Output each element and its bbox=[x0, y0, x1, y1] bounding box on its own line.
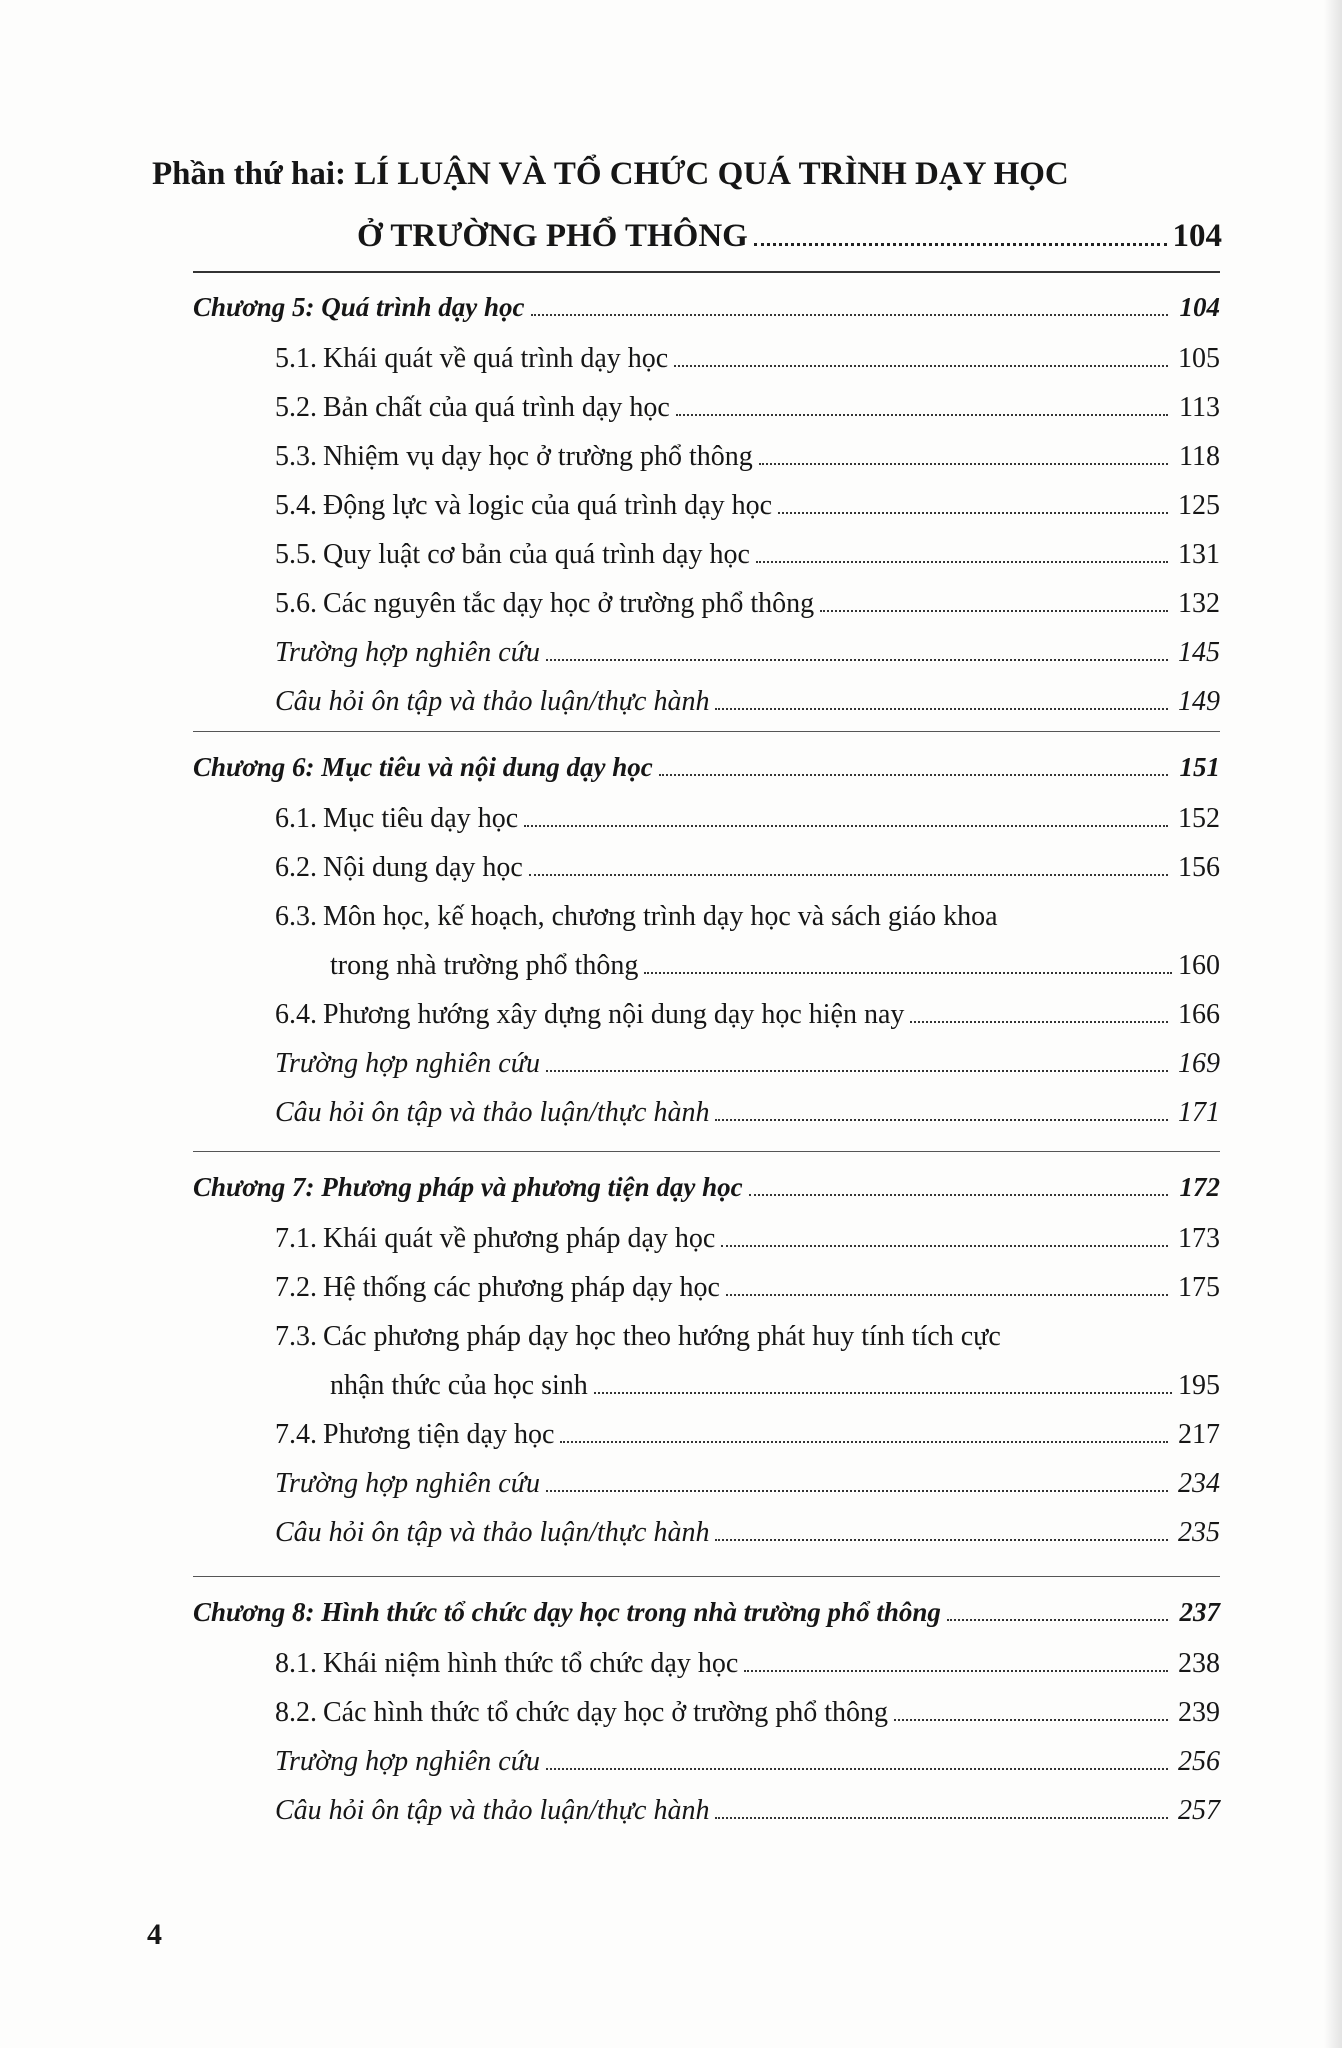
chapter-page-number: 237 bbox=[1179, 1597, 1220, 1627]
page-number: 4 bbox=[147, 1918, 162, 1951]
section-page-number: 171 bbox=[1178, 1097, 1220, 1128]
toc-chapter-entry[interactable] bbox=[193, 285, 1220, 329]
toc-chapter-entry[interactable] bbox=[193, 745, 1220, 789]
section-title: Các nguyên tắc dạy học ở trường phổ thông bbox=[323, 588, 815, 619]
section-title: Khái quát về phương pháp dạy học bbox=[323, 1223, 716, 1254]
dot-leader bbox=[546, 659, 1168, 661]
dot-leader bbox=[721, 1245, 1168, 1247]
toc-section-entry[interactable] bbox=[275, 1462, 1220, 1506]
part-title-line1: Phần thứ hai: LÍ LUẬN VÀ TỔ CHỨC QUÁ TRÌNH DẠY HỌC bbox=[152, 156, 1069, 192]
section-title: Câu hỏi ôn tập và thảo luận/thực hành bbox=[275, 686, 710, 717]
toc-section-entry[interactable] bbox=[275, 337, 1220, 381]
dot-leader bbox=[715, 1539, 1168, 1541]
section-title: Môn học, kế hoạch, chương trình dạy học và sách giáo khoa bbox=[323, 901, 998, 932]
chapter-title: Chương 7: Phương pháp và phương tiện dạy học bbox=[193, 1172, 743, 1202]
section-number: 6.4. bbox=[275, 999, 317, 1030]
part-heading bbox=[152, 150, 1222, 254]
section-page-number: 257 bbox=[1178, 1795, 1220, 1826]
section-title: Mục tiêu dạy học bbox=[323, 803, 519, 834]
toc-section-entry[interactable] bbox=[275, 1642, 1220, 1686]
part-page-number: 104 bbox=[1172, 218, 1222, 254]
section-title: Nhiệm vụ dạy học ở trường phổ thông bbox=[323, 441, 753, 472]
section-page-number: 175 bbox=[1178, 1272, 1220, 1303]
toc-section-entry-continuation[interactable] bbox=[330, 1364, 1220, 1408]
section-page-number: 152 bbox=[1178, 803, 1220, 834]
section-page-number: 195 bbox=[1178, 1370, 1220, 1401]
toc-section-entry[interactable] bbox=[275, 1266, 1220, 1310]
dot-leader bbox=[676, 414, 1168, 416]
section-title: Hệ thống các phương pháp dạy học bbox=[323, 1272, 720, 1303]
dot-leader bbox=[524, 825, 1168, 827]
toc-section-entry[interactable] bbox=[275, 895, 1220, 939]
section-number: 5.3. bbox=[275, 441, 317, 472]
section-title: Trường hợp nghiên cứu bbox=[275, 1746, 540, 1777]
toc-section-entry[interactable] bbox=[275, 582, 1220, 626]
section-page-number: 173 bbox=[1178, 1223, 1220, 1254]
section-number: 7.1. bbox=[275, 1223, 317, 1254]
part-title-line2: Ở TRƯỜNG PHỔ THÔNG bbox=[357, 218, 748, 254]
dot-leader bbox=[894, 1719, 1168, 1721]
section-title: Câu hỏi ôn tập và thảo luận/thực hành bbox=[275, 1097, 710, 1128]
toc-section-entry[interactable] bbox=[275, 435, 1220, 479]
section-page-number: 238 bbox=[1178, 1648, 1220, 1679]
section-number: 5.5. bbox=[275, 539, 317, 570]
dot-leader bbox=[594, 1392, 1172, 1394]
section-title-continued: nhận thức của học sinh bbox=[330, 1370, 588, 1401]
dot-leader bbox=[715, 708, 1168, 710]
dot-leader bbox=[546, 1490, 1168, 1492]
section-page-number: 131 bbox=[1178, 539, 1220, 570]
section-number: 6.3. bbox=[275, 901, 317, 932]
section-title: Trường hợp nghiên cứu bbox=[275, 1468, 540, 1499]
toc-section-entry[interactable] bbox=[275, 1091, 1220, 1135]
dot-leader bbox=[726, 1294, 1168, 1296]
section-page-number: 125 bbox=[1178, 490, 1220, 521]
section-page-number: 234 bbox=[1178, 1468, 1220, 1499]
section-page-number: 160 bbox=[1178, 950, 1220, 981]
section-page-number: 169 bbox=[1178, 1048, 1220, 1079]
section-number: 5.6. bbox=[275, 588, 317, 619]
section-title: Bản chất của quá trình dạy học bbox=[323, 392, 670, 423]
chapter-title: Chương 8: Hình thức tổ chức dạy học trong nhà trường phổ thông bbox=[193, 1597, 941, 1627]
toc-section-entry[interactable] bbox=[275, 680, 1220, 724]
section-page-number: 132 bbox=[1178, 588, 1220, 619]
section-title: Câu hỏi ôn tập và thảo luận/thực hành bbox=[275, 1795, 710, 1826]
section-title: Phương tiện dạy học bbox=[323, 1419, 555, 1450]
section-title: Quy luật cơ bản của quá trình dạy học bbox=[323, 539, 750, 570]
section-page-number: 145 bbox=[1178, 637, 1220, 668]
section-page-number: 235 bbox=[1178, 1517, 1220, 1548]
toc-section-entry[interactable] bbox=[275, 1740, 1220, 1784]
dot-leader bbox=[715, 1817, 1168, 1819]
dot-leader bbox=[674, 365, 1168, 367]
chapter-separator-rule bbox=[193, 1576, 1220, 1577]
chapter-separator-rule bbox=[193, 271, 1220, 273]
section-title: Khái niệm hình thức tổ chức dạy học bbox=[323, 1648, 739, 1679]
section-title: Phương hướng xây dựng nội dung dạy học hiện nay bbox=[323, 999, 905, 1030]
section-number: 5.4. bbox=[275, 490, 317, 521]
dot-leader bbox=[659, 774, 1168, 776]
page-edge-shadow bbox=[1324, 0, 1342, 2048]
toc-section-entry[interactable] bbox=[275, 1413, 1220, 1457]
section-page-number: 105 bbox=[1178, 343, 1220, 374]
section-page-number: 113 bbox=[1179, 392, 1220, 423]
dot-leader bbox=[560, 1441, 1168, 1443]
section-number: 7.4. bbox=[275, 1419, 317, 1450]
section-title: Khái quát về quá trình dạy học bbox=[323, 343, 669, 374]
section-number: 6.1. bbox=[275, 803, 317, 834]
section-number: 8.2. bbox=[275, 1697, 317, 1728]
section-page-number: 149 bbox=[1178, 686, 1220, 717]
section-title: Trường hợp nghiên cứu bbox=[275, 1048, 540, 1079]
toc-section-entry[interactable] bbox=[275, 484, 1220, 528]
toc-chapter-entry[interactable] bbox=[193, 1590, 1220, 1634]
section-title: Động lực và logic của quá trình dạy học bbox=[323, 490, 773, 521]
dot-leader bbox=[947, 1619, 1168, 1621]
section-title: Các hình thức tổ chức dạy học ở trường phổ thông bbox=[323, 1697, 889, 1728]
dot-leader bbox=[756, 561, 1168, 563]
section-title: Nội dung dạy học bbox=[323, 852, 523, 883]
chapter-page-number: 104 bbox=[1179, 292, 1220, 322]
section-number: 8.1. bbox=[275, 1648, 317, 1679]
chapter-title: Chương 6: Mục tiêu và nội dung dạy học bbox=[193, 752, 653, 782]
dot-leader bbox=[749, 1194, 1168, 1196]
toc-section-entry[interactable] bbox=[275, 993, 1220, 1037]
toc-section-entry[interactable] bbox=[275, 631, 1220, 675]
dot-leader bbox=[759, 463, 1168, 465]
chapter-page-number: 151 bbox=[1179, 752, 1220, 782]
section-title-continued: trong nhà trường phổ thông bbox=[330, 950, 639, 981]
dot-leader bbox=[715, 1119, 1168, 1121]
dot-leader bbox=[546, 1070, 1168, 1072]
toc-section-entry[interactable] bbox=[275, 1042, 1220, 1086]
section-number: 7.2. bbox=[275, 1272, 317, 1303]
section-page-number: 256 bbox=[1178, 1746, 1220, 1777]
chapter-separator-rule bbox=[193, 731, 1220, 732]
dot-leader bbox=[910, 1021, 1168, 1023]
toc-section-entry[interactable] bbox=[275, 533, 1220, 577]
toc-chapter-entry[interactable] bbox=[193, 1165, 1220, 1209]
toc-section-entry[interactable] bbox=[275, 797, 1220, 841]
dot-leader bbox=[754, 243, 1167, 246]
section-number: 5.2. bbox=[275, 392, 317, 423]
toc-section-entry[interactable] bbox=[275, 386, 1220, 430]
section-title: Trường hợp nghiên cứu bbox=[275, 637, 540, 668]
dot-leader bbox=[778, 512, 1168, 514]
toc-section-entry[interactable] bbox=[275, 1789, 1220, 1833]
toc-section-entry-continuation[interactable] bbox=[330, 944, 1220, 988]
dot-leader bbox=[744, 1670, 1168, 1672]
part-title-line2-row bbox=[357, 212, 1222, 260]
toc-section-entry[interactable] bbox=[275, 1217, 1220, 1261]
section-number: 5.1. bbox=[275, 343, 317, 374]
dot-leader bbox=[820, 610, 1168, 612]
section-number: 7.3. bbox=[275, 1321, 317, 1352]
chapter-separator-rule bbox=[193, 1151, 1220, 1152]
toc-section-entry[interactable] bbox=[275, 1511, 1220, 1555]
section-number: 6.2. bbox=[275, 852, 317, 883]
chapter-page-number: 172 bbox=[1179, 1172, 1220, 1202]
toc-section-entry[interactable] bbox=[275, 1315, 1220, 1359]
section-page-number: 156 bbox=[1178, 852, 1220, 883]
dot-leader bbox=[644, 972, 1172, 974]
section-page-number: 118 bbox=[1179, 441, 1220, 472]
section-title: Các phương pháp dạy học theo hướng phát huy tính tích cực bbox=[323, 1321, 1001, 1352]
section-page-number: 166 bbox=[1178, 999, 1220, 1030]
toc-section-entry[interactable] bbox=[275, 846, 1220, 890]
section-title: Câu hỏi ôn tập và thảo luận/thực hành bbox=[275, 1517, 710, 1548]
chapter-title: Chương 5: Quá trình dạy học bbox=[193, 292, 525, 322]
dot-leader bbox=[531, 314, 1169, 316]
dot-leader bbox=[529, 874, 1168, 876]
section-page-number: 239 bbox=[1178, 1697, 1220, 1728]
toc-section-entry[interactable] bbox=[275, 1691, 1220, 1735]
section-page-number: 217 bbox=[1178, 1419, 1220, 1450]
dot-leader bbox=[546, 1768, 1168, 1770]
